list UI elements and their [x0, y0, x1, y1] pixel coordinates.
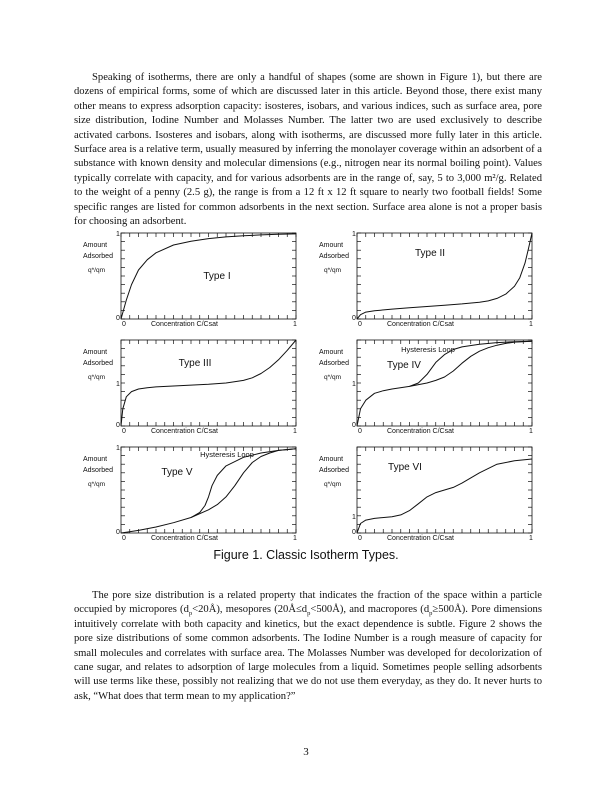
- x-axis-label: Concentration C/Csat: [387, 535, 454, 542]
- isotherm-panel-1: [83, 231, 297, 328]
- pore-sub-2: p: [307, 610, 311, 618]
- pore-text-c: <500Å), and macropores (d: [310, 604, 430, 616]
- isotherm-panel-3: [83, 340, 297, 435]
- isotherm-panel-5: [83, 445, 297, 542]
- x-max-label: 1: [293, 428, 297, 435]
- y-zero-label: 0: [116, 529, 120, 536]
- isotherm-panel-2: [319, 231, 533, 328]
- isotherm-panel-4: [319, 340, 533, 435]
- y-one-label: 1: [352, 381, 356, 388]
- isotherm-type-label: Type III: [178, 358, 212, 369]
- isotherm-curve: [357, 341, 532, 426]
- x-max-label: 1: [529, 535, 533, 542]
- paragraph-isotherms-text: Speaking of isotherms, there are only a handful of shapes (some are shown in Figure 1), but there are dozens of empirical forms, some of which are discussed later in this article. Beyond those, there exist many other means to express adsorption capacity: isosteres, isobars, and various indices, such as surface area, pore size distribution, Iodine Number and Molasses Number. The latter two are used exclusively to describe activated carbons. Isosteres and isobars, along with isotherms, are discussed more fully later in this article. Surface area is a relative term, usually measured by inferring the monolayer coverage within an adsorbent of a substance with known density and molecular dimensions (e.g., nitrogen near its normal boiling point). Values typically correlate with capacity, and for various adsorbents are in the range of, say, 5 to 3,000 m²/g. Related to the weight of a penny (2.5 g), the range is from a 12 ft x 12 ft square to nearly two football fields! Some specific ranges are listed for common adsorbents in the next section. Surface area alone is not a proper basis for choosing an adsorbent.: [74, 72, 542, 228]
- x-min-label: 0: [358, 321, 362, 328]
- y-axis-label-amount: Amount: [319, 242, 344, 249]
- y-axis-label-amount: Amount: [319, 456, 344, 463]
- y-axis-label-ratio: q*/qm: [88, 374, 105, 381]
- y-axis-label-adsorbed: Adsorbed: [319, 360, 349, 367]
- pore-text-d: ≥500Å). Pore dimensions intuitively correlate with both capacity and kinetics, but the exact dependence is subtle. Figure 2 shows the pore size distributions of some common adsorbents. The Iodine Number is a rough measure of capacity for small molecules and correlates with surface area. The Molasses Number was developed for decolorization of cane sugar, and relates to adsorption of large molecules from a liquid. Sometimes people selling adsorbents will use terms like these, possibly not realizing that we do not use them everyday, as they do. It never hurts to ask, “What does that term mean to my application?”: [74, 604, 542, 702]
- isotherm-curve: [121, 340, 296, 426]
- y-zero-label: 0: [352, 422, 356, 429]
- pore-sub-1: p: [188, 610, 193, 618]
- y-zero-label: 0: [352, 315, 356, 322]
- pore-sub-3: p: [429, 610, 433, 618]
- y-axis-label-amount: Amount: [83, 456, 108, 463]
- pore-text-a: The pore size distribution is a related property that indicates the fraction of the space within a particle occupied by micropores (d: [74, 590, 542, 616]
- x-min-label: 0: [122, 321, 126, 328]
- y-axis-label-amount: Amount: [83, 242, 108, 249]
- y-axis-label-ratio: q*/qm: [88, 267, 105, 274]
- isotherm-curve: [357, 459, 532, 533]
- hysteresis-branch: [191, 449, 296, 518]
- x-axis-label: Concentration C/Csat: [387, 321, 454, 328]
- x-max-label: 1: [529, 428, 533, 435]
- hysteresis-loop-label: Hysteresis Loop: [200, 450, 254, 459]
- y-one-label: 1: [116, 381, 120, 388]
- isotherm-panel-6: [319, 447, 533, 542]
- isotherm-type-label: Type II: [414, 248, 446, 259]
- pore-text-b: <20Å), mesopores (20Å≤d: [192, 604, 308, 616]
- isotherm-curve: [121, 449, 296, 533]
- x-max-label: 1: [529, 321, 533, 328]
- isotherm-type-label: Type I: [203, 271, 231, 282]
- y-zero-label: 0: [116, 315, 120, 322]
- x-min-label: 0: [122, 535, 126, 542]
- y-axis-label-ratio: q*/qm: [324, 374, 341, 381]
- y-one-label: 1: [116, 231, 120, 238]
- isotherm-type-label: Type VI: [388, 462, 422, 473]
- y-axis-label-ratio: q*/qm: [324, 481, 341, 488]
- plot-frame: [121, 340, 296, 426]
- y-axis-label-ratio: q*/qm: [88, 481, 105, 488]
- x-axis-label: Concentration C/Csat: [387, 428, 454, 435]
- y-axis-label-amount: Amount: [83, 349, 108, 356]
- y-one-label: 1: [352, 231, 356, 238]
- y-axis-label-adsorbed: Adsorbed: [319, 467, 349, 474]
- y-axis-label-adsorbed: Adsorbed: [83, 360, 113, 367]
- isotherm-curve: [357, 233, 532, 319]
- y-one-label: 1: [352, 513, 356, 521]
- y-axis-label-adsorbed: Adsorbed: [83, 253, 113, 260]
- x-axis-label: Concentration C/Csat: [151, 321, 218, 328]
- x-max-label: 1: [293, 321, 297, 328]
- plot-frame: [121, 447, 296, 533]
- y-axis-label-ratio: q*/qm: [324, 267, 341, 274]
- x-max-label: 1: [293, 535, 297, 542]
- y-axis-label-adsorbed: Adsorbed: [83, 467, 113, 474]
- hysteresis-loop-label: Hysteresis Loop: [401, 345, 455, 354]
- x-min-label: 0: [358, 535, 362, 542]
- figure-caption: Figure 1. Classic Isotherm Types.: [213, 548, 399, 562]
- y-axis-label-amount: Amount: [319, 349, 344, 356]
- x-axis-label: Concentration C/Csat: [151, 428, 218, 435]
- plot-frame: [357, 233, 532, 319]
- isotherm-type-label: Type IV: [387, 360, 421, 371]
- page-number: 3: [303, 746, 309, 758]
- y-one-label: 1: [116, 445, 120, 452]
- y-axis-label-adsorbed: Adsorbed: [319, 253, 349, 260]
- x-min-label: 0: [122, 428, 126, 435]
- y-zero-label: 0: [116, 422, 120, 429]
- isotherm-type-label: Type V: [161, 467, 193, 478]
- x-axis-label: Concentration C/Csat: [151, 535, 218, 542]
- paragraph-pore-size: [74, 589, 542, 704]
- x-min-label: 0: [358, 428, 362, 435]
- y-zero-label: 0: [352, 529, 356, 536]
